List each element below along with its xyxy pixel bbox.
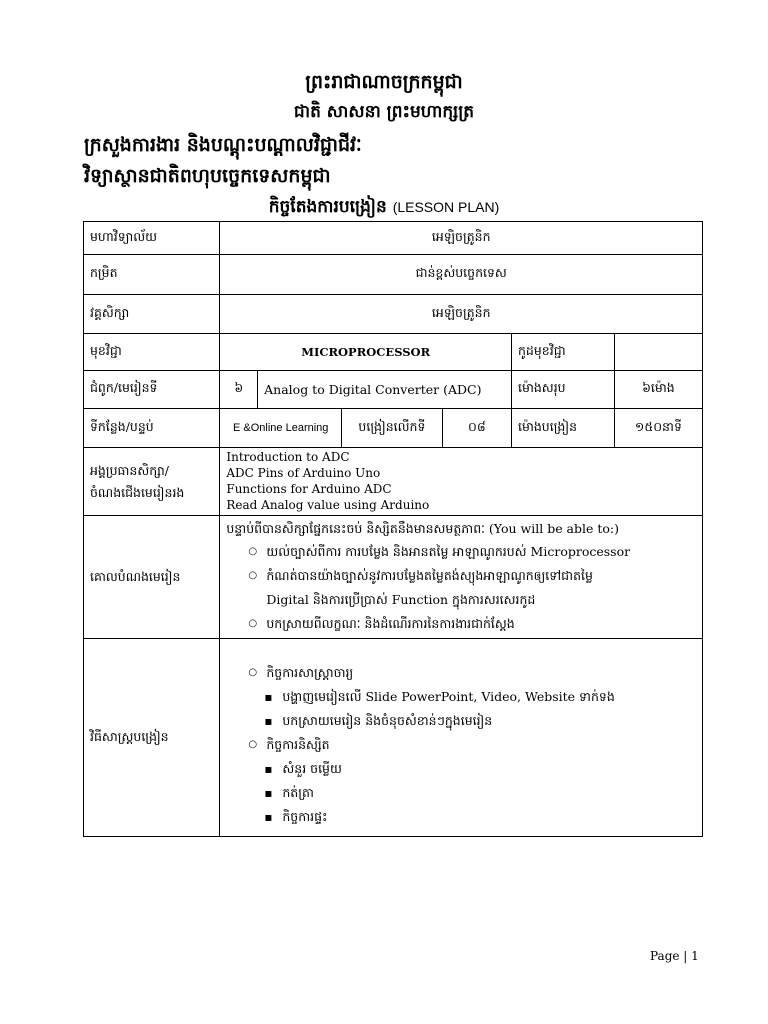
objective-item: ○ បកស្រាយពីលក្ខណៈ និងដំណើរការនៃការងារជាក់ស្តែង <box>226 612 696 636</box>
row-objectives <box>84 516 703 639</box>
student-task-item: ▪ កិច្ចការផ្ទះ <box>226 805 696 829</box>
objectives-list <box>226 540 696 588</box>
total-hours-label: ម៉ោងសរុប <box>512 371 615 409</box>
teaching-hours-label: ម៉ោងបង្រៀន <box>512 409 615 448</box>
objectives-list-cont <box>226 612 696 636</box>
row-location <box>84 409 703 448</box>
subject-value: MICROPROCESSOR <box>220 334 512 371</box>
teacher-task-item: ▪ បកស្រាយមេរៀន និងចំនុចសំខាន់ៗក្នុងមេរៀន <box>226 709 696 733</box>
methods-content <box>220 639 703 837</box>
row-methods <box>84 639 703 837</box>
teacher-tasks <box>226 685 696 733</box>
objective-item: ○ យល់ច្បាស់ពីការ ការបម្លែង និងអានតម្លៃ អាឡាណូករបស់ Microprocessor <box>226 540 696 564</box>
teacher-task-item: ▪ បង្ហាញមេរៀនលើ Slide PowerPoint, Video, Website ទាក់ទង <box>226 685 696 709</box>
row-level <box>84 255 703 295</box>
course-value: អេឡិចត្រូនិក <box>220 295 703 334</box>
method-student-label: កិច្ចការនិស្សិត <box>266 736 330 752</box>
method-teacher <box>226 661 696 685</box>
lesson-plan-title <box>0 196 768 221</box>
objectives-label: គោលបំណងមេរៀន <box>84 516 220 639</box>
topics-list <box>220 448 703 516</box>
lesson-plan-title-en: (LESSON PLAN) <box>392 199 500 215</box>
row-topics <box>84 448 703 516</box>
topic-item: Introduction to ADC <box>226 449 350 464</box>
course-label: វគ្គសិក្សា <box>84 295 220 334</box>
student-task-item: ▪ កត់ត្រា <box>226 781 696 805</box>
methods-label: វិធីសាស្ត្របង្រៀន <box>84 639 220 837</box>
location-label: ទីកន្លែង/បន្ទប់ <box>84 409 220 448</box>
student-task-item: ▪ សំនួរ ចម្លើយ <box>226 757 696 781</box>
student-tasks <box>226 757 696 829</box>
teaching-hours-value: ១៥០នាទី <box>614 409 702 448</box>
faculty-label: មហាវិទ្យាល័យ <box>84 222 220 255</box>
session-label: បង្រៀនលើកទី <box>342 409 443 448</box>
methods-list <box>226 661 696 685</box>
header-ministry: ក្រសួងការងារ និងបណ្តុះបណ្តាលវិជ្ជាជីវៈ <box>84 134 362 156</box>
topic-item: Functions for Arduino ADC <box>226 481 392 496</box>
location-value: E &Online Learning <box>220 409 342 448</box>
objective-item-continued: Digital និងការប្រើប្រាស់ Function ក្នុងការសរសេរកូដ <box>266 592 536 607</box>
chapter-title: Analog to Digital Converter (ADC) <box>258 371 512 409</box>
objectives-content <box>220 516 703 639</box>
topics-label-line1: អង្គប្រធានសិក្សា/ <box>90 462 169 478</box>
row-course <box>84 295 703 334</box>
objectives-intro: បន្ទាប់ពីបានសិក្សាផ្នែកនេះចប់ និស្សិតនឹងមានសមត្ថភាពៈ (You will be able to:) <box>226 521 620 536</box>
chapter-label: ជំពូក/មេរៀនទី <box>84 371 220 409</box>
row-faculty <box>84 222 703 255</box>
topic-item: Read Analog value using Arduino <box>226 497 430 512</box>
subject-code-value <box>614 334 702 371</box>
subject-label: មុខវិជ្ជា <box>84 334 220 371</box>
header-institute: វិទ្យាស្ថានជាតិពហុបច្ចេកទេសកម្ពុជា <box>84 165 331 187</box>
total-hours-value: ៦ម៉ោង <box>614 371 702 409</box>
level-value: ជាន់ខ្ពស់បច្ចេកទេស <box>220 255 703 295</box>
header-kingdom: ព្រះរាជាណាចក្រកម្ពុជា <box>305 71 463 93</box>
level-label: កម្រិត <box>84 255 220 295</box>
objective-item: ○ កំណត់បានយ៉ាងច្បាស់នូវការបម្លែងតម្លៃតង់ស្យុងអាឡាណូកឲ្យទៅជាតម្លៃ <box>226 564 696 588</box>
session-value: ០៨ <box>442 409 511 448</box>
lesson-plan-title-km: កិច្ចតែងការបង្រៀន <box>268 197 387 217</box>
subject-code-label: កូដមុខវិជ្ជា <box>512 334 615 371</box>
chapter-number: ៦ <box>220 371 258 409</box>
lesson-plan-table <box>83 221 703 837</box>
topics-label <box>84 448 220 516</box>
topic-item: ADC Pins of Arduino Uno <box>226 465 381 480</box>
method-teacher-label: កិច្ចការសាស្ត្រាចារ្យ <box>266 664 354 680</box>
header-motto: ជាតិ សាសនា ព្រះមហាក្សត្រ <box>293 102 475 122</box>
method-student <box>226 733 696 757</box>
topics-label-line2: ចំណងជើងមេរៀនរង <box>90 484 185 500</box>
row-subject <box>84 334 703 371</box>
methods-list-2 <box>226 733 696 757</box>
faculty-value: អេឡិចត្រូនិក <box>220 222 703 255</box>
page-number: Page | 1 <box>650 949 699 963</box>
row-chapter <box>84 371 703 409</box>
